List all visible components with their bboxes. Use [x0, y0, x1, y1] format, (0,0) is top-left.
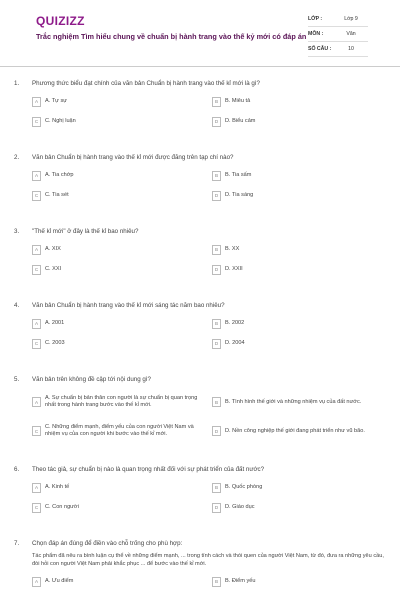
option-letter-box: A	[32, 319, 41, 329]
question-text: Theo tác giả, sự chuẩn bị nào là quan trọng nhất đối với sự phát triển của đất nước?	[32, 466, 265, 473]
question-3	[14, 228, 386, 282]
question-number: 3.	[14, 228, 20, 235]
answer-option[interactable]	[212, 574, 386, 589]
option-text: A. Ưu điểm	[45, 578, 74, 584]
answer-options	[32, 242, 386, 282]
question-1	[14, 80, 386, 134]
question-header	[14, 302, 386, 310]
meta-table	[308, 12, 368, 57]
question-7	[14, 540, 386, 594]
meta-label: SỐ CÂU :	[308, 46, 332, 52]
question-number: 5.	[14, 376, 20, 383]
meta-label: LỚP :	[308, 16, 323, 22]
option-text: A. Tự sự	[45, 98, 67, 104]
answer-option[interactable]	[212, 500, 386, 515]
question-text: "Thế kỉ mới" ở đây là thế kỉ bao nhiêu?	[32, 228, 139, 235]
meta-value: Văn	[346, 31, 356, 37]
question-text: Văn bản Chuẩn bị hành trang vào thế kỉ mới được đăng trên tạp chí nào?	[32, 154, 234, 161]
option-letter-box: A	[32, 397, 41, 407]
answer-options	[32, 316, 386, 356]
answer-option[interactable]	[212, 168, 386, 183]
option-letter-box: A	[32, 245, 41, 255]
option-letter-box: D	[212, 191, 221, 201]
answer-option[interactable]	[212, 390, 386, 414]
option-text: D. Nền công nghiệp thế giới đang phát triển như vũ bão.	[225, 427, 365, 434]
option-letter-box: B	[212, 245, 221, 255]
option-letter-box: C	[32, 426, 41, 436]
option-text: C. Con người	[45, 504, 79, 510]
option-text: D. Biểu cảm	[225, 118, 256, 124]
answer-option[interactable]	[212, 94, 386, 109]
question-6	[14, 466, 386, 520]
option-letter-box: B	[212, 483, 221, 493]
question-list	[14, 80, 386, 594]
option-letter-box: A	[32, 171, 41, 181]
option-text: B. XX	[225, 246, 240, 252]
question-header	[14, 80, 386, 88]
meta-value: 10	[348, 46, 354, 52]
answer-option[interactable]	[212, 262, 386, 277]
option-letter-box: A	[32, 483, 41, 493]
answer-option[interactable]	[32, 262, 206, 277]
option-text: B. Miêu tả	[225, 98, 251, 104]
question-header	[14, 540, 386, 548]
option-text: B. 2002	[225, 320, 245, 326]
document-title: Trắc nghiệm Tìm hiểu chung về chuẩn bị hành trang vào thế kỷ mới có đáp án	[36, 32, 307, 41]
answer-option[interactable]	[32, 168, 206, 183]
question-number: 2.	[14, 154, 20, 161]
answer-option[interactable]	[212, 316, 386, 331]
option-letter-box: C	[32, 339, 41, 349]
answer-option[interactable]	[32, 419, 206, 443]
option-text: D. XXII	[225, 266, 243, 272]
quizizz-logo: QUIZIZZ	[36, 14, 85, 28]
option-letter-box: D	[212, 426, 221, 436]
header	[18, 0, 382, 62]
option-text: D. Tia sáng	[225, 192, 254, 198]
header-divider	[0, 66, 400, 67]
answer-option[interactable]	[32, 188, 206, 203]
question-passage: Tác phẩm đã nêu ra bình luận cụ thể về những điểm mạnh, ... trong tính cách và thói quen của người Việt Nam, từ đó, đưa ra những yêu cầu, đòi hỏi con người Việt Nam phải khắc phục ... để bước vào thế kỉ mới.	[32, 553, 384, 567]
meta-row-class	[308, 12, 368, 27]
question-text: Chọn đáp án đúng để điền vào chỗ trống cho phù hợp:	[32, 540, 183, 547]
meta-row-subject	[308, 27, 368, 42]
option-letter-box: B	[212, 319, 221, 329]
option-letter-box: C	[32, 191, 41, 201]
option-letter-box: D	[212, 265, 221, 275]
option-letter-box: C	[32, 265, 41, 275]
option-letter-box: B	[212, 577, 221, 587]
option-text: A. Kinh tế	[45, 484, 70, 490]
question-header	[14, 154, 386, 162]
question-2	[14, 154, 386, 208]
question-5	[14, 376, 386, 448]
answer-option[interactable]	[212, 188, 386, 203]
option-letter-box: A	[32, 97, 41, 107]
question-header	[14, 376, 386, 384]
answer-options	[32, 390, 386, 448]
answer-options	[32, 94, 386, 134]
option-text: C. XXI	[45, 266, 62, 272]
answer-option[interactable]	[32, 336, 206, 351]
answer-option[interactable]	[32, 574, 206, 589]
answer-option[interactable]	[32, 480, 206, 495]
option-text: B. Tia sấm	[225, 172, 252, 178]
answer-options	[32, 480, 386, 520]
option-text: B. Tình hình thế giới và những nhiệm vụ của đất nước.	[225, 398, 362, 405]
option-text: A. 2001	[45, 320, 65, 326]
option-text: B. Điểm yếu	[225, 578, 256, 584]
question-text: Văn bản trên không đề cập tới nội dung gì?	[32, 376, 151, 383]
option-text: D. Giáo dục	[225, 504, 255, 510]
answer-option[interactable]	[212, 242, 386, 257]
question-header	[14, 228, 386, 236]
answer-option[interactable]	[32, 242, 206, 257]
option-text: B. Quốc phòng	[225, 484, 263, 490]
option-text: A. Tia chớp	[45, 172, 74, 178]
question-text: Văn bản Chuẩn bị hành trang vào thế kỉ mới sáng tác năm bao nhiêu?	[32, 302, 225, 309]
answer-option[interactable]	[212, 336, 386, 351]
option-letter-box: B	[212, 397, 221, 407]
answer-option[interactable]	[32, 316, 206, 331]
answer-option[interactable]	[32, 94, 206, 109]
question-header	[14, 466, 386, 474]
option-letter-box: B	[212, 97, 221, 107]
answer-option[interactable]	[32, 114, 206, 129]
answer-option[interactable]	[212, 480, 386, 495]
question-text: Phương thức biểu đạt chính của văn bản Chuẩn bị hành trang vào thế kỉ mới là gì?	[32, 80, 260, 87]
question-4	[14, 302, 386, 356]
question-number: 7.	[14, 540, 20, 547]
option-text: D. 2004	[225, 340, 245, 346]
option-text: C. 2003	[45, 340, 65, 346]
question-number: 4.	[14, 302, 20, 309]
option-letter-box: C	[32, 117, 41, 127]
option-letter-box: B	[212, 171, 221, 181]
meta-label: MÔN :	[308, 31, 324, 37]
answer-options	[32, 574, 386, 594]
option-letter-box: C	[32, 503, 41, 513]
option-text: A. Sự chuẩn bị bản thân con người là sự chuẩn bị quan trọng nhất trong hành trang bước vào thế kỉ mới.	[45, 395, 198, 408]
answer-option[interactable]	[32, 500, 206, 515]
meta-value: Lớp 9	[344, 16, 358, 22]
answer-option[interactable]	[212, 419, 386, 443]
question-number: 6.	[14, 466, 20, 473]
option-text: C. Nghị luận	[45, 118, 76, 124]
answer-option[interactable]	[212, 114, 386, 129]
option-letter-box: D	[212, 117, 221, 127]
answer-option[interactable]	[32, 390, 206, 414]
option-letter-box: D	[212, 339, 221, 349]
option-letter-box: A	[32, 577, 41, 587]
option-text: A. XIX	[45, 246, 61, 252]
answer-options	[32, 168, 386, 208]
meta-row-count	[308, 42, 368, 57]
option-letter-box: D	[212, 503, 221, 513]
option-text: C. Tia sét	[45, 192, 69, 198]
question-number: 1.	[14, 80, 20, 87]
option-text: C. Những điểm mạnh, điểm yếu của con người Việt Nam và nhiệm vụ của con người khi bước vào thế kỉ mới.	[45, 424, 194, 437]
